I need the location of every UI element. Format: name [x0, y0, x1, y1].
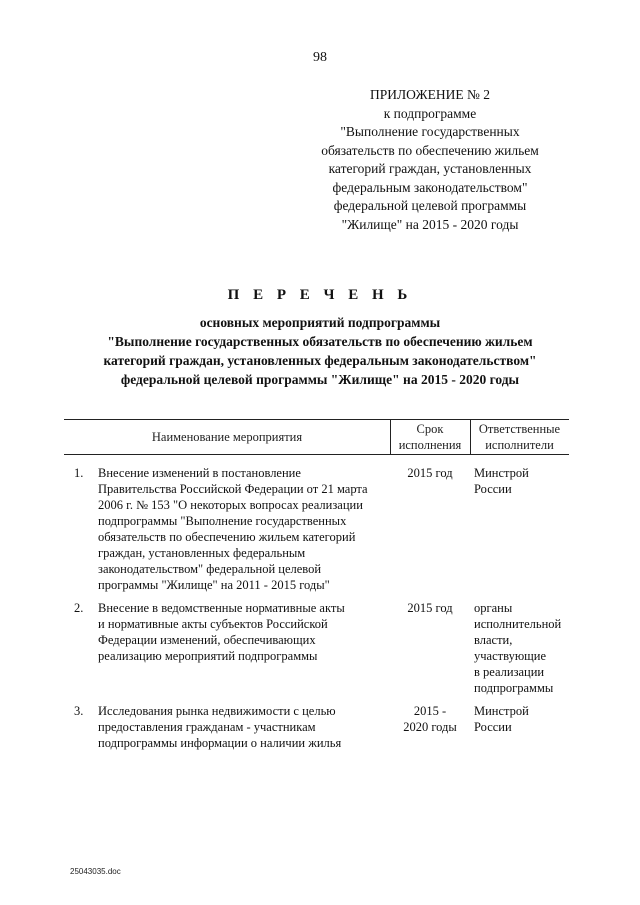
row-responsible-line: исполнительной — [474, 617, 562, 631]
row-term-line: 2015 год — [407, 601, 453, 615]
file-name-footer: 25043035.doc — [70, 867, 121, 876]
row-name — [98, 465, 388, 593]
row-name-line: Внесение в ведомственные нормативные акты — [98, 601, 345, 615]
row-name — [98, 600, 388, 664]
row-term-line: 2020 годы — [403, 720, 457, 734]
row-responsible — [474, 465, 574, 497]
row-name-line: программы "Жилище" на 2011 - 2015 годы" — [98, 578, 330, 592]
row-name-line: Федерации изменений, обеспечивающих — [98, 633, 316, 647]
appendix-line: федеральной целевой программы — [333, 198, 527, 213]
column-header-responsible-line: исполнители — [485, 438, 554, 452]
subtitle-line: категорий граждан, установленных федеральным законодательством" — [103, 353, 537, 368]
row-number: 1. — [74, 466, 84, 480]
subtitle-line: федеральной целевой программы "Жилище" на 2015 - 2020 годы — [120, 372, 520, 387]
row-name-line: Исследования рынка недвижимости с целью — [98, 704, 336, 718]
row-responsible-line: подпрограммы — [474, 681, 554, 695]
table-top-rule — [64, 419, 569, 420]
row-term-line: 2015 - — [413, 704, 447, 718]
row-term — [393, 703, 467, 735]
column-header-term — [390, 421, 470, 453]
row-responsible-line: власти, — [474, 633, 513, 647]
row-name-line: обязательств по обеспечению жильем категорий — [98, 530, 356, 544]
row-responsible-line: России — [474, 720, 512, 734]
row-responsible-line: в реализации — [474, 665, 545, 679]
row-name-line: Правительства Российской Федерации от 21 марта — [98, 482, 368, 496]
column-header-responsible-line: Ответственные — [478, 422, 561, 436]
row-number: 2. — [74, 601, 84, 615]
appendix-line: "Жилище" на 2015 - 2020 годы — [341, 216, 519, 232]
appendix-line: ПРИЛОЖЕНИЕ № 2 — [369, 87, 491, 102]
appendix-block — [290, 86, 570, 234]
document-title: П Е Р Е Ч Е Н Ь — [227, 287, 413, 303]
appendix-line: категорий граждан, установленных — [328, 161, 532, 176]
column-header-responsible — [470, 421, 569, 453]
appendix-line: "Выполнение государственных — [340, 124, 520, 139]
appendix-line: федеральным законодательством" — [332, 179, 528, 195]
row-responsible-line: Минстрой — [474, 704, 529, 718]
row-name-line: 2006 г. № 153 "О некоторых вопросах реализации — [98, 498, 363, 512]
row-name-line: подпрограммы информации о наличии жилья — [98, 736, 342, 750]
row-term — [393, 465, 467, 481]
row-name — [98, 703, 388, 751]
row-responsible — [474, 600, 574, 696]
column-header-name: Наименование мероприятия — [151, 430, 303, 444]
document-subtitle — [30, 313, 610, 389]
row-name-line: подпрограммы "Выполнение государственных — [98, 514, 347, 528]
appendix-line: к подпрограмме — [383, 105, 477, 121]
row-name-line: граждан, установленных федеральным — [98, 546, 306, 560]
row-number: 3. — [74, 704, 84, 718]
row-term-line: 2015 год — [407, 466, 453, 480]
row-responsible-line: органы — [474, 601, 513, 615]
row-responsible-line: Минстрой — [474, 466, 529, 480]
appendix-line: обязательств по обеспечению жильем — [321, 142, 539, 158]
row-term — [393, 600, 467, 616]
page-number: 98 — [313, 50, 327, 65]
row-responsible-line: России — [474, 482, 512, 496]
subtitle-line: "Выполнение государственных обязательств по обеспечению жильем — [107, 334, 533, 349]
row-name-line: и нормативные акты субъектов Российской — [98, 617, 328, 631]
column-header-term-line: исполнения — [398, 438, 462, 452]
row-responsible — [474, 703, 574, 735]
subtitle-line: основных мероприятий подпрограммы — [199, 315, 441, 330]
row-responsible-line: участвующие — [474, 649, 547, 663]
column-header-term-line: Срок — [416, 422, 444, 436]
table-header-bottom-rule — [64, 454, 569, 455]
row-name-line: реализацию мероприятий подпрограммы — [98, 649, 318, 663]
row-name-line: законодательством" федеральной целевой — [98, 562, 322, 576]
row-name-line: Внесение изменений в постановление — [98, 466, 301, 480]
row-name-line: предоставления гражданам - участникам — [98, 720, 316, 734]
